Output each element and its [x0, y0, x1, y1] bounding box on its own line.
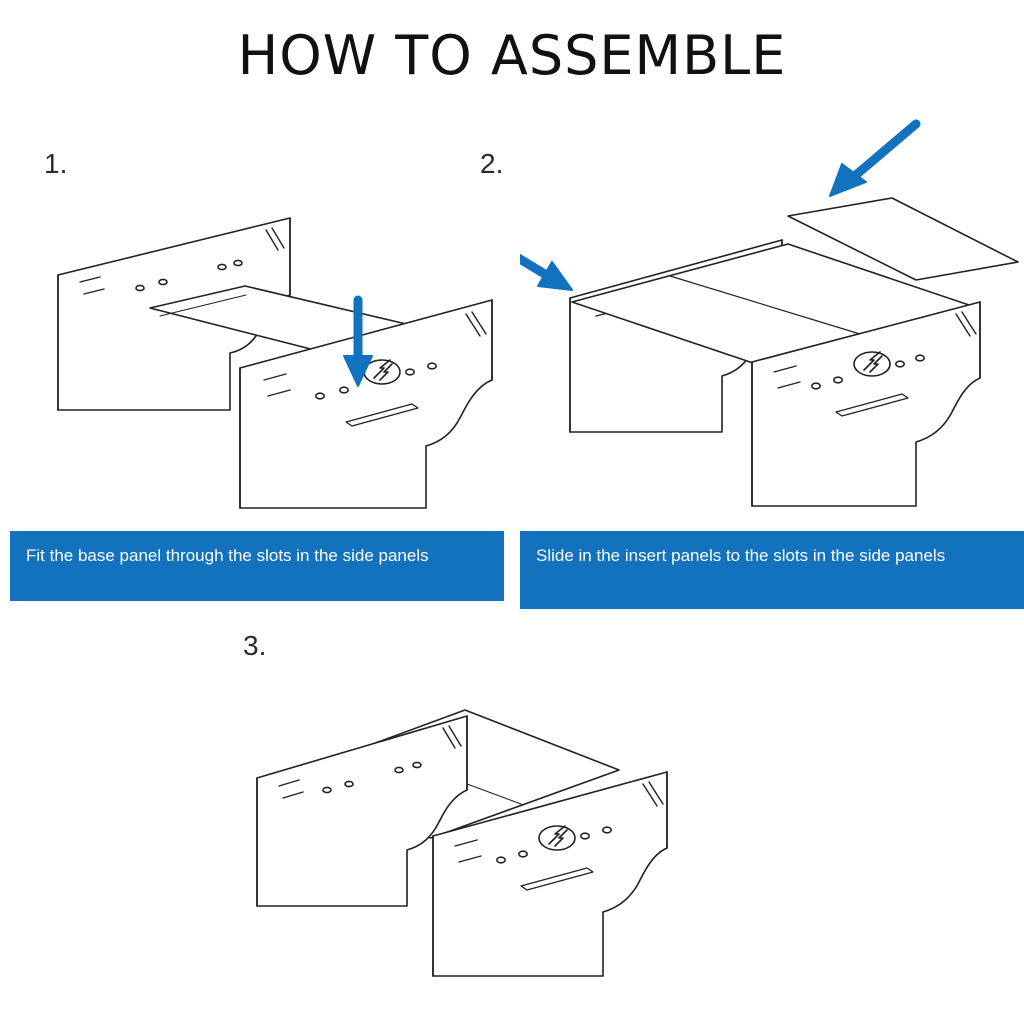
step-1-number: 1. — [44, 148, 68, 179]
step-1-illustration — [40, 190, 520, 520]
step-2-caption: Slide in the insert panels to the slots in the side panels — [520, 531, 1024, 609]
step-1-caption: Fit the base panel through the slots in the side panels — [10, 531, 504, 601]
step-3-illustration — [215, 670, 735, 1010]
step-3-number: 3. — [243, 630, 267, 661]
page-title: HOW TO ASSEMBLE — [237, 24, 787, 87]
step-2-illustration — [520, 110, 1020, 520]
step-2-number: 2. — [480, 148, 504, 179]
diagonal-arrow-icon-right — [830, 124, 916, 196]
diagonal-arrow-icon-left — [520, 230, 572, 290]
